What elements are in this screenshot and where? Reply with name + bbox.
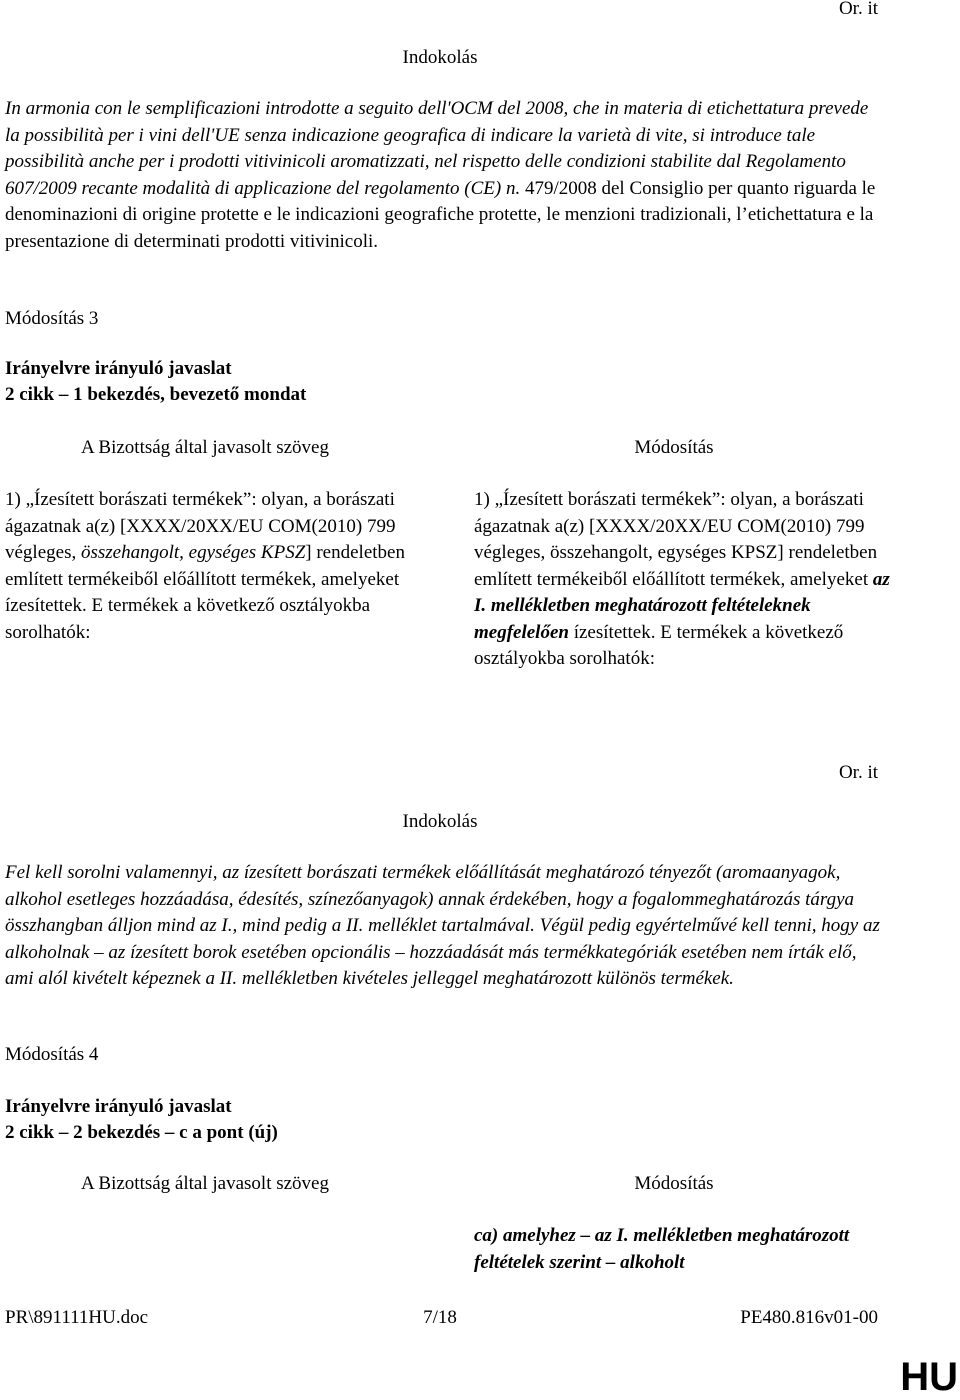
amended-text-part: 1) „Ízesített borászati termékek”: olyan, a borászati ágazatnak a(z) [XXXX/20XX/EU COM(2010) 799 végleges, összehangolt, egységes KPSZ] rendeletben említett termékeiből előállított termékek, amelyeket bbox=[474, 489, 878, 590]
amended-text-insertion: ca) amelyhez – az I. mellékletben meghatározott feltételek szerint – alkoholt bbox=[474, 1225, 850, 1273]
commission-text-deleted: összehangolt, egységes KPSZ bbox=[80, 542, 306, 563]
justification-heading: Indokolás bbox=[402, 47, 478, 68]
footer-page-number: 7/18 bbox=[423, 1307, 457, 1328]
justification-upright-text: 479/2008 del Consiglio per quanto riguarda le denominazioni di origine protette e le indicazioni geografiche protette, le menzioni tradizionali, l’etichettatura e la presentazione di determinati prodotti vitivinicoli. bbox=[5, 177, 876, 252]
amendment-title: Módosítás 4 bbox=[5, 1044, 99, 1065]
amended-text-part: ízesítettek. E termékek a következő osztályokba sorolhatók: bbox=[474, 621, 844, 669]
amended-text bbox=[474, 487, 894, 673]
commission-text bbox=[5, 487, 425, 646]
footer-reference: PE480.816v01-00 bbox=[740, 1307, 878, 1328]
article-reference: 2 cikk – 1 bekezdés, bevezető mondat bbox=[5, 384, 307, 405]
footer-document-id: PR\891111HU.doc bbox=[5, 1307, 149, 1328]
justification-italic-text: In armonia con le semplificazioni introdotte a seguito dell'OCM del 2008, che in materia di etichettatura prevede la possibilità per i vini dell'UE senza indicazione geografica di indicare la varietà di vite, si introduce tale possibilità anche per i prodotti vitivinicoli aromatizzati, nel rispetto delle condizioni stabilite dal Regolamento 607/2009 recante modalità di applicazione del regolamento (CE) n. bbox=[5, 98, 869, 199]
justification-paragraph bbox=[5, 96, 885, 255]
amendment-header: Módosítás bbox=[634, 437, 714, 458]
commission-text-part: ] rendeletben említett termékeiből előállított termékek, amelyeket ízesítettek. E termékek a következő osztályokba sorolhatók: bbox=[5, 542, 405, 643]
article-reference: 2 cikk – 2 bekezdés – c a pont (új) bbox=[5, 1122, 278, 1143]
language-code: HU bbox=[900, 1355, 958, 1399]
original-language-label: Or. it bbox=[838, 762, 878, 783]
commission-text-header: A Bizottság által javasolt szöveg bbox=[80, 437, 329, 458]
proposal-label: Irányelvre irányuló javaslat bbox=[5, 1096, 232, 1117]
justification-paragraph: Fel kell sorolni valamennyi, az ízesített borászati termékek előállítását meghatározó tényezőt (aromaanyagok, alkohol esetleges hozzáadása, édesítés, színezőanyagok) annak érdekében, hogy a fogalommeghatározás tárgya összhangban álljon mind az I., mind pedig a II. melléklet tartalmával. Végül pedig egyértelművé kell tenni, hogy az alkoholnak – az ízesített borok esetében opcionális – hozzáadását más termékkategóriák esetében nem írták elő, ami alól kivételt képeznek a II. mellékletben kivételes jelleggel meghatározott különös termékek. bbox=[5, 862, 880, 989]
amendment-header: Módosítás bbox=[634, 1173, 714, 1194]
commission-text-part: 1) „Ízesített borászati termékek”: olyan, a borászati ágazatnak a(z) [XXXX/20XX/EU COM(2010) 799 végleges, bbox=[5, 489, 396, 563]
commission-text-header: A Bizottság által javasolt szöveg bbox=[80, 1173, 329, 1194]
proposal-label: Irányelvre irányuló javaslat bbox=[5, 358, 232, 379]
amendment-title: Módosítás 3 bbox=[5, 308, 99, 329]
justification-heading: Indokolás bbox=[402, 811, 478, 832]
original-language-label: Or. it bbox=[838, 0, 878, 19]
amended-text-insertion: az I. mellékletben meghatározott feltételeknek megfelelően bbox=[474, 568, 890, 643]
